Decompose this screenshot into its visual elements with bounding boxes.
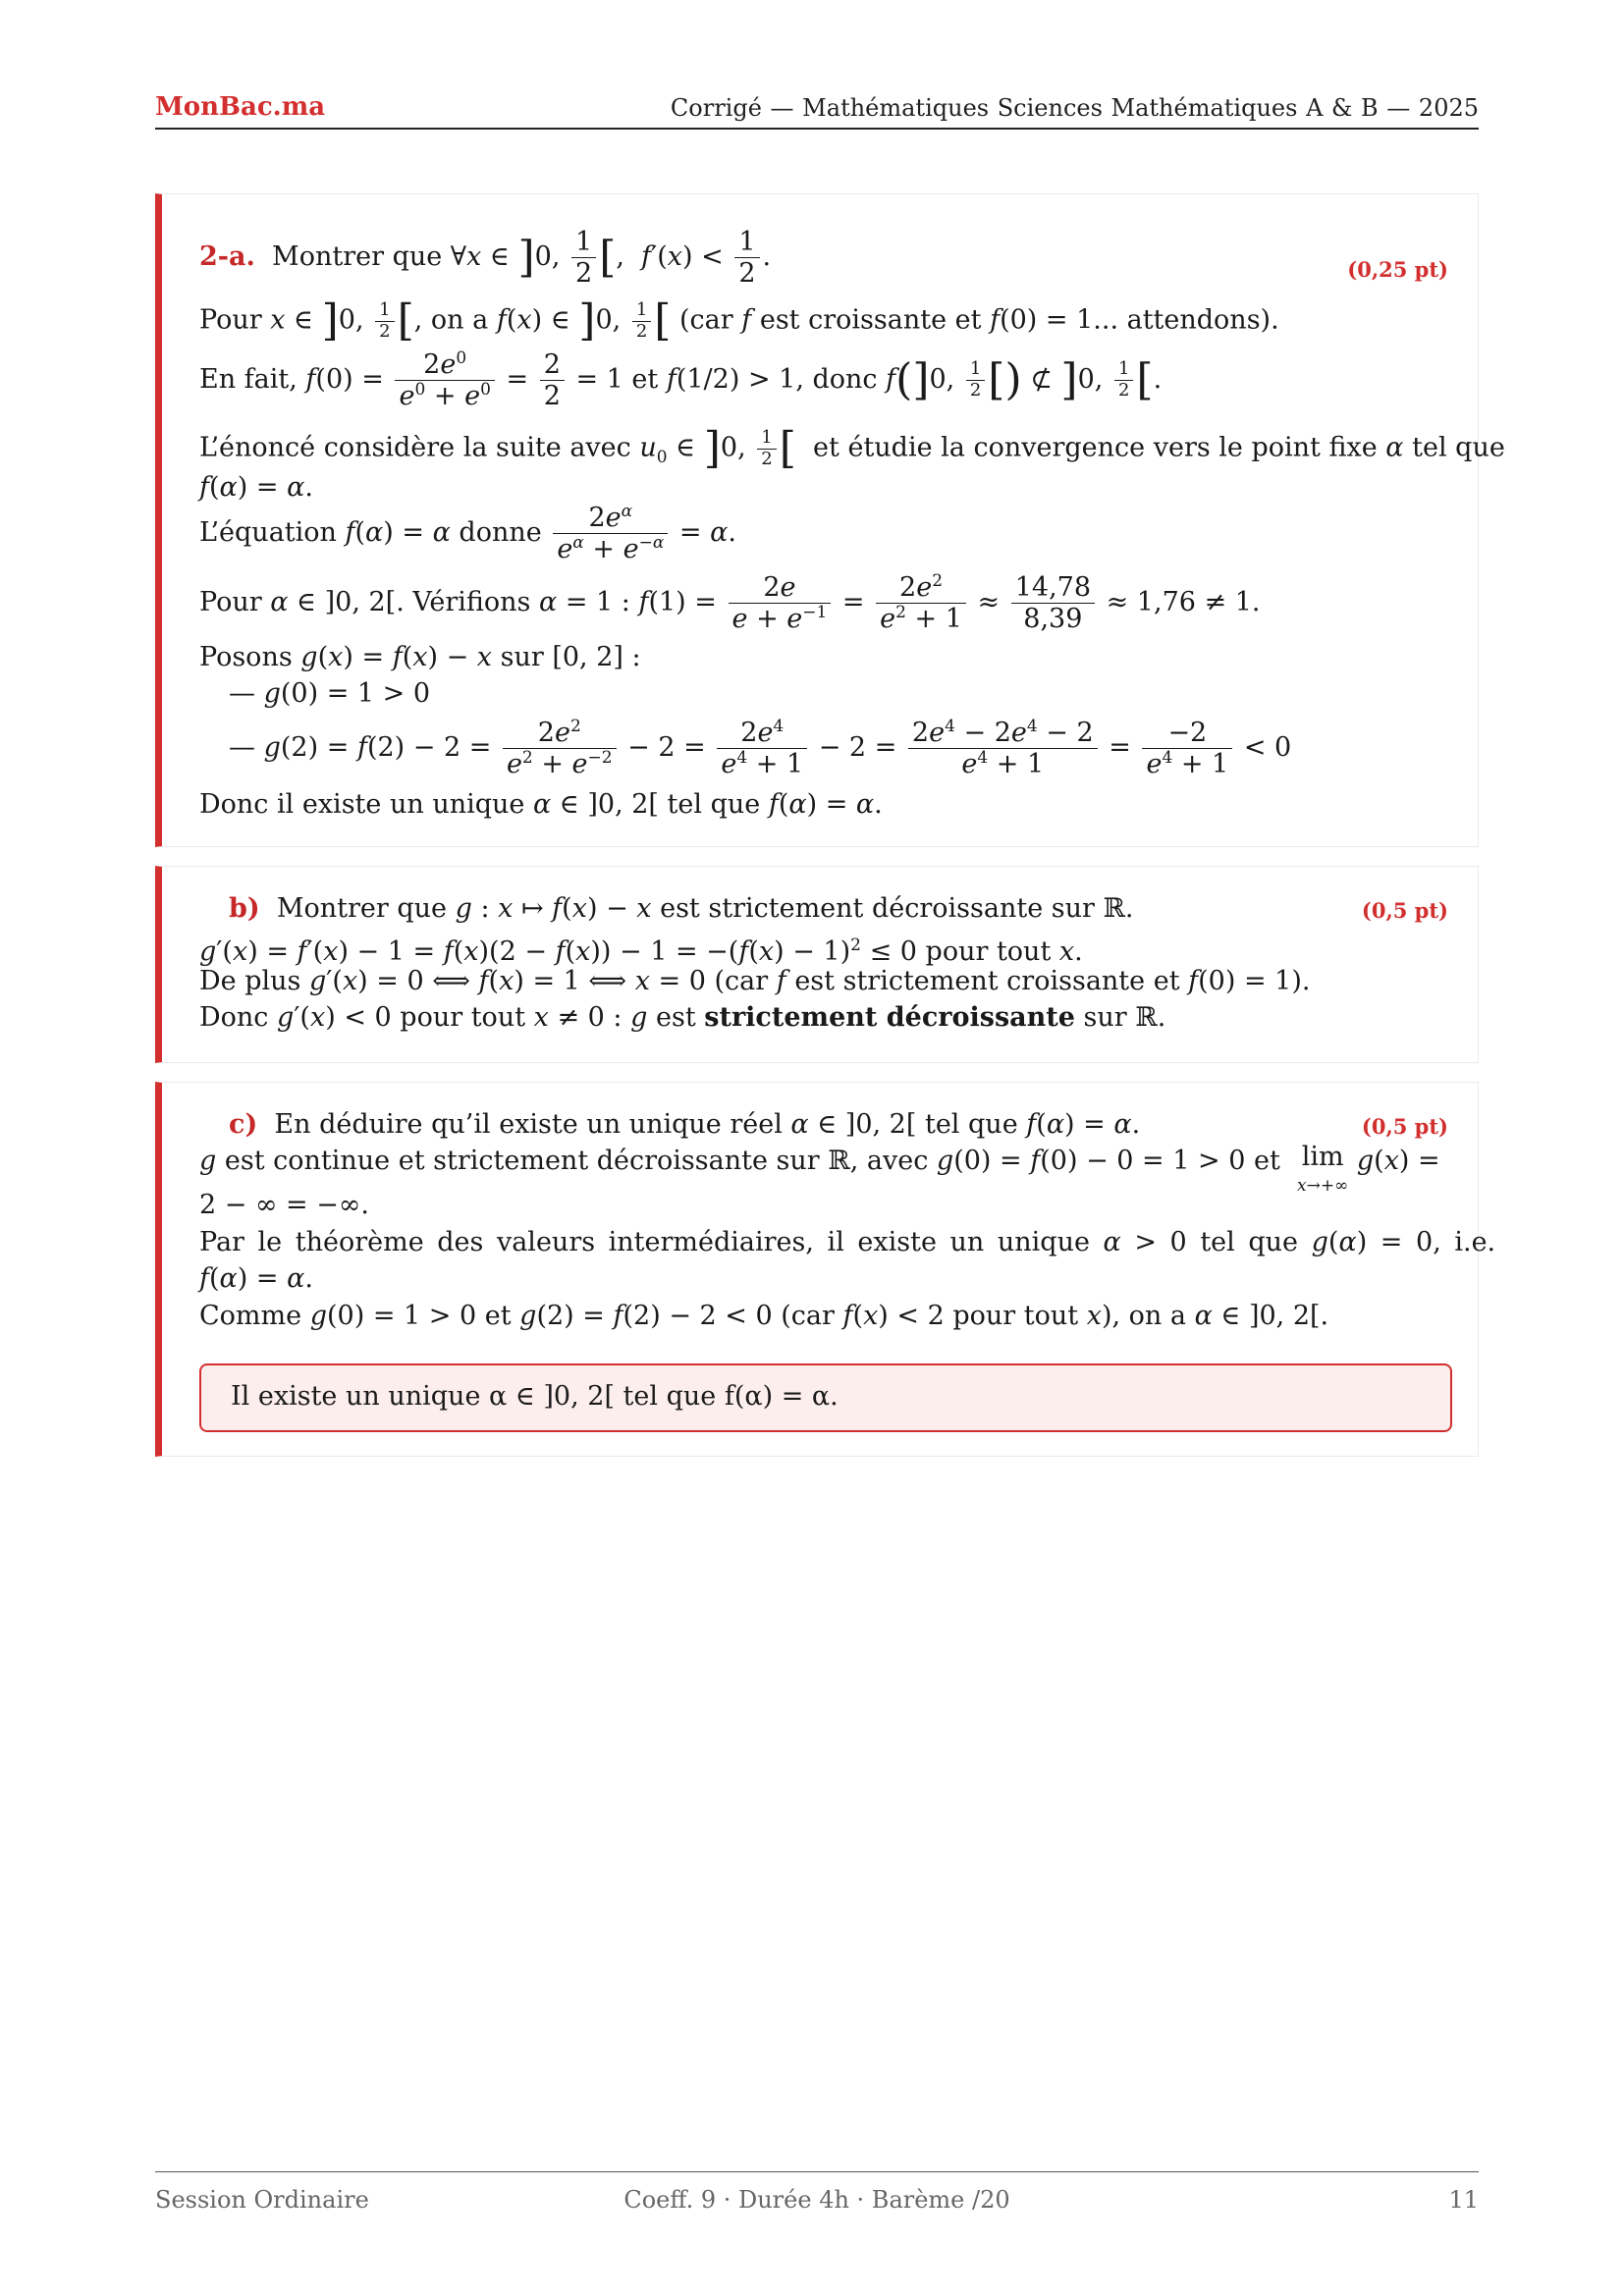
question-label: c) [229, 1109, 258, 1140]
text-line: Par le théorème des valeurs intermédiaires, il existe un unique α > 0 tel que g(α) = 0, i.e. [199, 1227, 1496, 1257]
text-line: Pour x ∈ ]0, $\frac{1}{2}$ [, on a f(x) ∈ ]0, $\frac{1}{2}$ [ (car f est croissante et f(0) = 1... attendons). [199, 295, 1279, 347]
result-text: Il existe un unique α ∈ ]0, 2[ tel que f(α) = α. [231, 1381, 839, 1412]
points-badge: (0,25 pt) [1347, 257, 1448, 282]
text-line: Donc il existe un unique α ∈ ]0, 2[ tel que f(α) = α. [199, 789, 883, 820]
points-badge: (0,5 pt) [1361, 898, 1448, 923]
text-line: Posons g(x) = f(x) − x sur [0, 2] : [199, 642, 641, 672]
text-line: f(α) = α. [199, 472, 313, 503]
points-badge: (0,5 pt) [1361, 1114, 1448, 1139]
text-line: $g'(x) = f'(x) - 1 = f(x)(2 - f(x)) - 1 = -(f(x) - 1)^2 \le 0$ pour tout x. [199, 935, 1083, 967]
text-line: Comme g(0) = 1 > 0 et g(2) = f(2) − 2 < 0 (car f(x) < 2 pour tout x), on a α ∈ ]0, 2[. [199, 1301, 1329, 1331]
footer-info: Coeff. 9 · Durée 4h · Barème /20 [623, 2186, 1010, 2214]
question-box-c [155, 1082, 1496, 1457]
result-box [199, 1363, 1452, 1432]
text-line: De plus g′(x) = 0 ⟺ f(x) = 1 ⟺ x = 0 (car f est strictement croissante et f(0) = 1). [199, 966, 1311, 996]
page-header [155, 90, 1479, 130]
text-line: L’équation f(α) = α donne $\frac{2e^\alpha}{e^\alpha + e^{-\alpha}}$ = α. [199, 502, 736, 565]
text-line: g est continue et strictement décroissante sur ℝ, avec g(0) = f(0) − 0 = 1 > 0 et lim x→+∞ g(x) = [199, 1142, 1440, 1196]
text-line: Pour α ∈ ]0, 2[. Vérifions α = 1 : f(1) = $\frac{2e}{e + e^{-1}}$ = $\frac{2e^2}{e^2 + 1}$ ≈ $\frac{14,78}{8,39}$ ≈ 1,76 ≠ 1. [199, 571, 1261, 635]
question-prompt: c) En déduire qu’il existe un unique réel α ∈ ]0, 2[ tel que f(α) = α. [229, 1109, 1141, 1140]
question-box-2a [155, 193, 1505, 847]
list-item: — g(0) = 1 > 0 [229, 678, 431, 709]
text-line: En fait, f(0) = $\frac{2e^0}{e^0 + e^0}$ = $\frac{2}{2}$ = 1 et f(1/2) > 1, donc f(]0, $\frac{1}{2}$ [) ⊄ ]0, $\frac{1}{2}$ [. [199, 348, 1163, 412]
page-footer [155, 2171, 1479, 2221]
text-line: L’énoncé considère la suite avec $u_0$ ∈ ]0, $\frac{1}{2}$ [ et étudie la convergence vers le point fixe α tel que [199, 423, 1505, 474]
question-label: 2-a. [199, 241, 255, 273]
question-prompt: b) Montrer que g : x ↦ f(x) − x est strictement décroissante sur ℝ. [229, 893, 1134, 924]
text-line: Donc g′(x) < 0 pour tout x ≠ 0 : g est strictement décroissante sur ℝ. [199, 1002, 1166, 1033]
list-item: — g(2) = f(2) − 2 = $\frac{2e^2}{e^2 + e^{-2}}$ − 2 = $\frac{2e^4}{e^4 + 1}$ − 2 = $\frac{2e^4 - 2e^4 - 2}{e^4 + 1}$ = $\frac{-2}{e^4 + 1}$ < 0 [229, 717, 1292, 780]
text-line: f(α) = α. [199, 1263, 313, 1294]
brand-logo[interactable]: MonBac.ma [155, 92, 326, 122]
question-box-b [155, 866, 1479, 1063]
question-label: b) [229, 893, 260, 924]
page-number: 11 [1448, 2186, 1479, 2214]
text-line: 2 − ∞ = −∞. [199, 1190, 369, 1220]
footer-session: Session Ordinaire [155, 2186, 369, 2214]
question-prompt: 2-a. Montrer que ∀x ∈ ]0, $\frac{1}{2}$ [, f′(x) < $\frac{1}{2}$ . [199, 227, 772, 290]
header-title: Corrigé — Mathématiques Sciences Mathématiques A & B — 2025 [670, 94, 1479, 122]
